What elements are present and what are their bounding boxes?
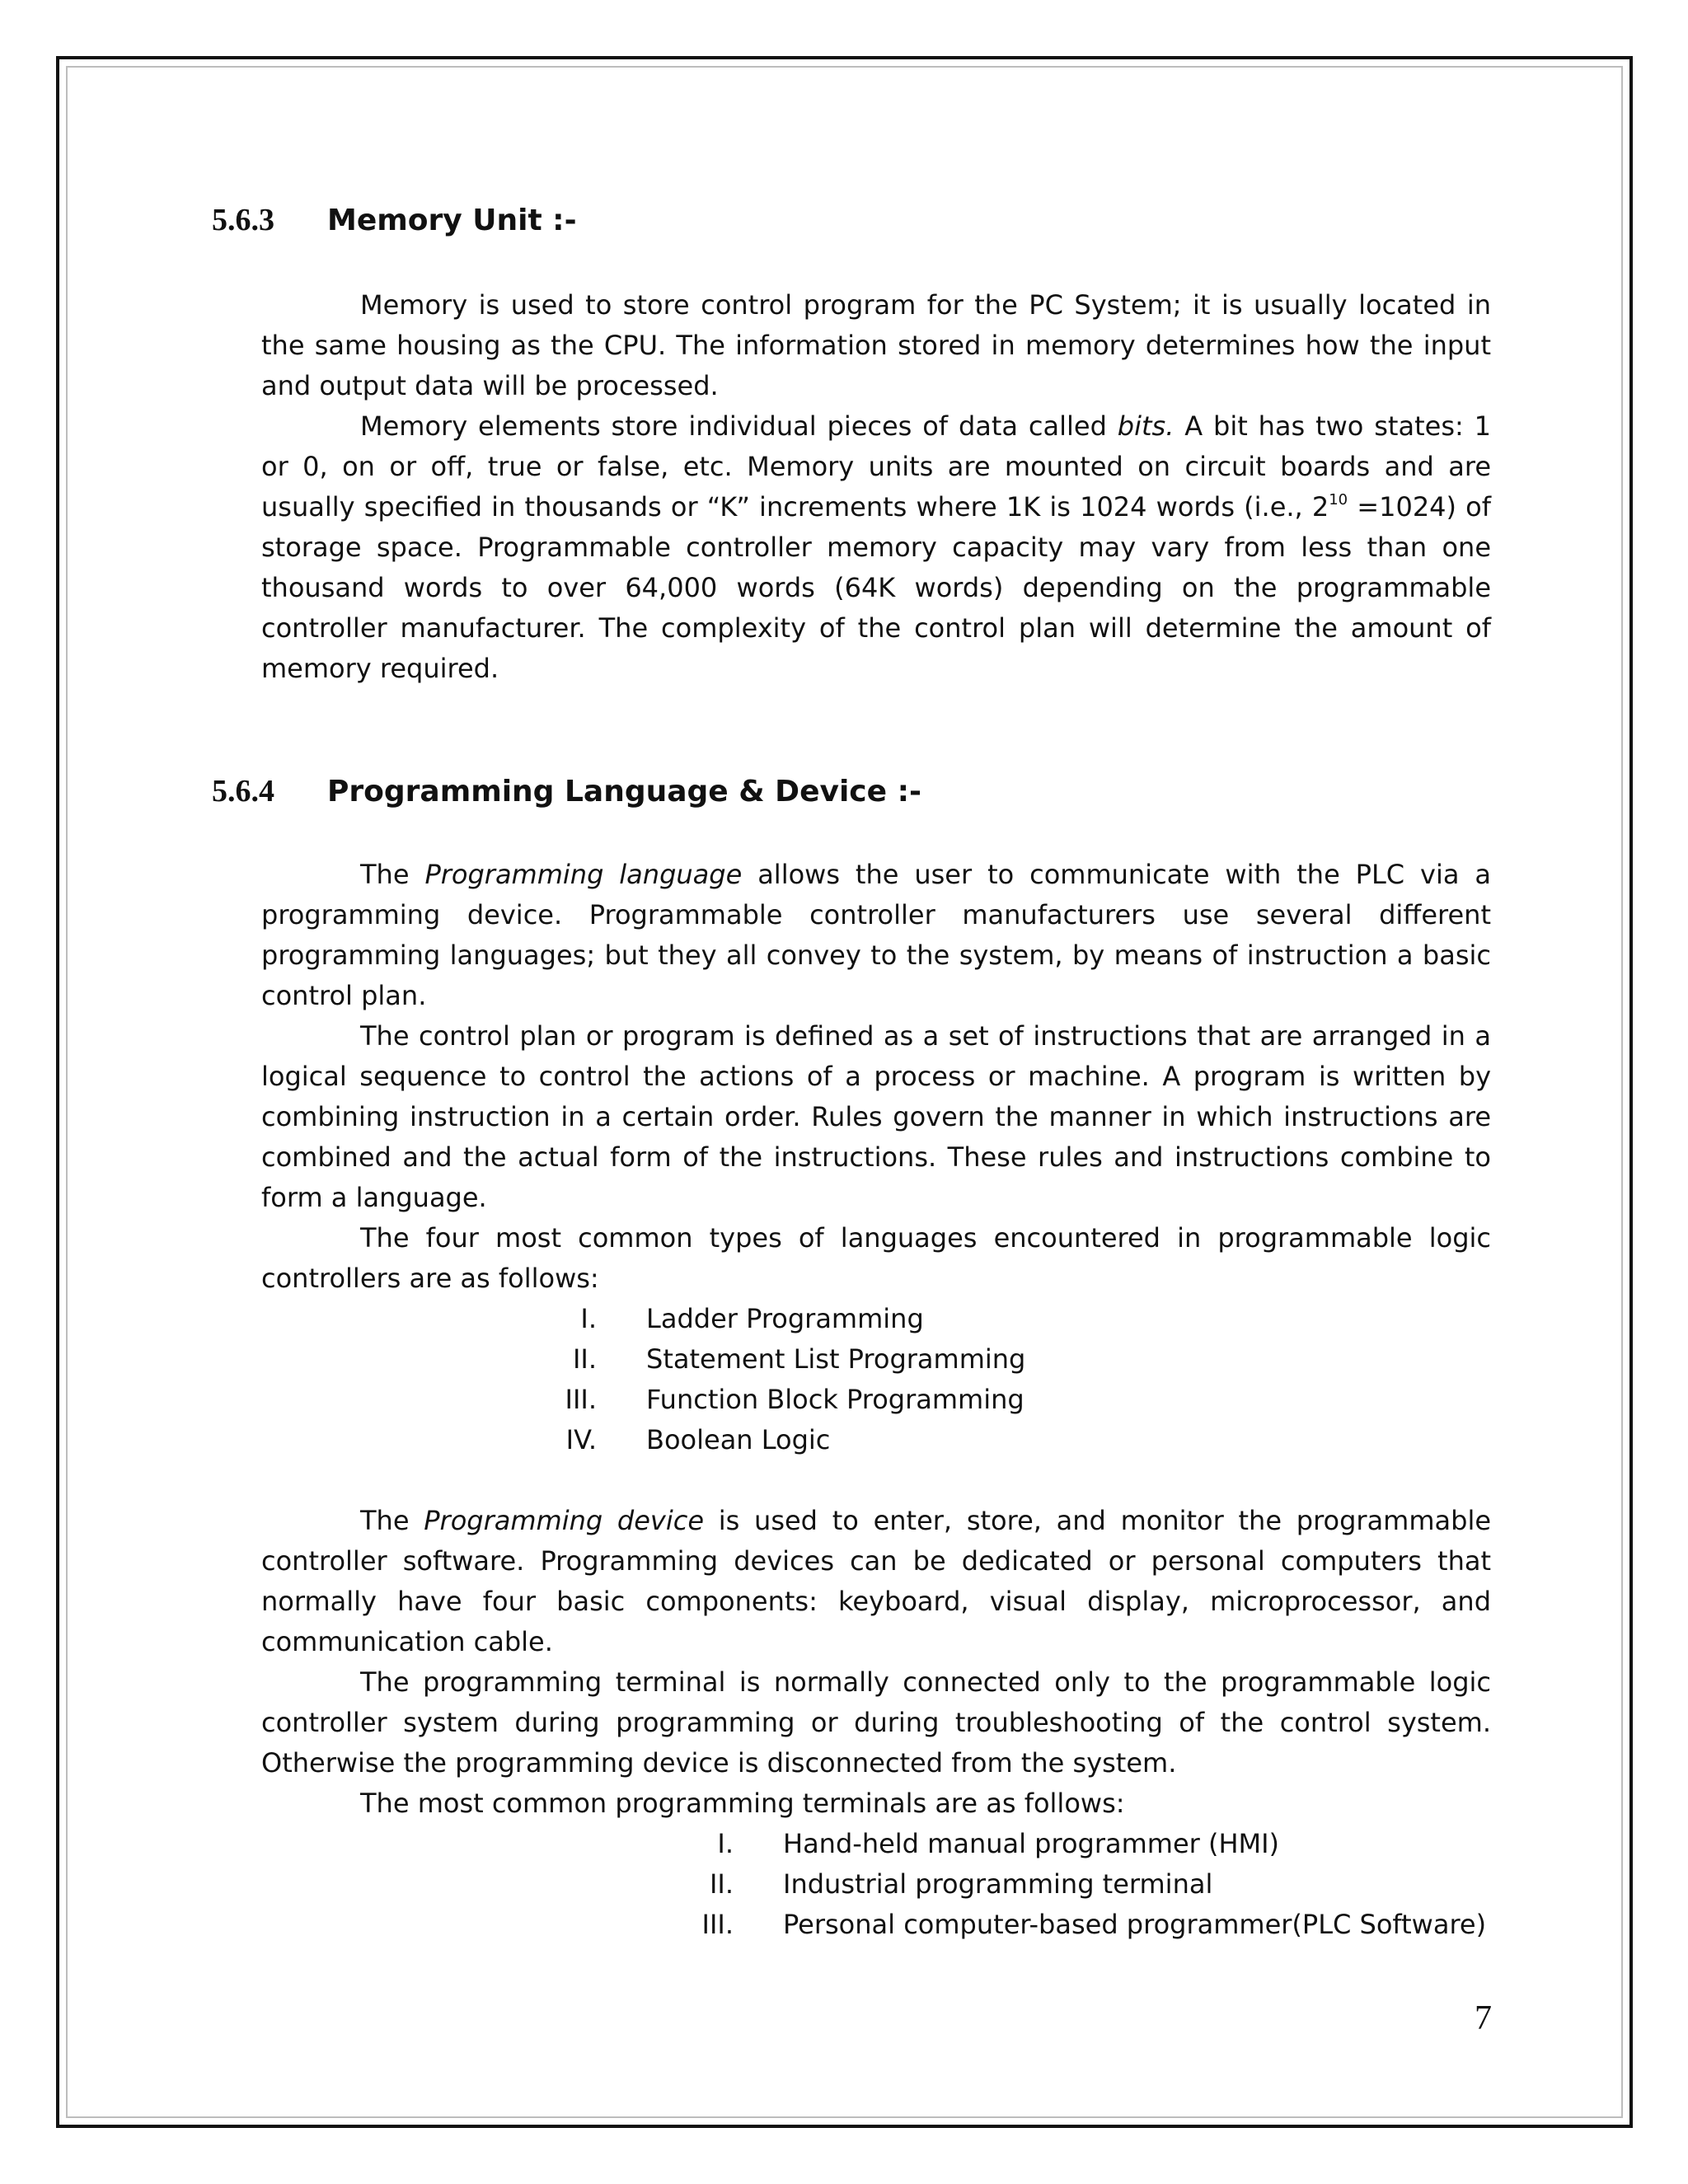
list-item-number: III. [701, 1909, 734, 1940]
terminals-list [676, 1824, 1492, 1945]
programming-paragraph-2: The control plan or program is defined as a set of instructions that are arranged in a logical sequence to control the actions of a process or machine. A program is written by combining instruction in a certain order. Rules govern the manner in which instructions are combined and the actual form of the instructions. These rules and instructions combine to form a language. [261, 1020, 1491, 1213]
list-item-number: I. [717, 1828, 734, 1859]
list-item-number: IV. [565, 1424, 597, 1455]
text-run: =1024) of storage space. Programmable controller memory capacity may vary from less than one thousand words to over 64,000 words (64K words) depending on the programmable controller manufacturer. The complexity of the control plan will determine the amount of memory required. [261, 491, 1492, 684]
list-item [528, 1339, 1025, 1380]
text-run: Memory elements store individual pieces of data called [360, 410, 1118, 442]
programming-paragraph-6: The most common programming terminals are as follows: [360, 1788, 1125, 1819]
emphasis-programming-language: Programming language [424, 859, 743, 890]
list-item [676, 1824, 1492, 1864]
text-run: A bit has two states: 1 or 0, on or off, true or false, etc. Memory units are mounted on circuit boards and are usually specified in thousands or “K” increments where 1K is 1024 words (i.e., 2 [261, 410, 1492, 523]
list-item-number: II. [709, 1868, 734, 1900]
text-run: The [360, 1505, 424, 1536]
emphasis-programming-device: Programming device [424, 1505, 705, 1536]
list-item-number: III. [565, 1384, 597, 1415]
page-number: 7 [1475, 1999, 1492, 2037]
list-item-label: Ladder Programming [646, 1303, 924, 1334]
superscript-exponent: 10 [1329, 491, 1348, 509]
section-heading-memory-unit [212, 195, 577, 245]
section-number: 5.6.4 [212, 774, 274, 808]
section-number: 5.6.3 [212, 203, 274, 237]
section-heading-programming [212, 766, 921, 816]
memory-paragraph-2 [261, 406, 1491, 689]
list-item [676, 1905, 1492, 1945]
list-item-number: I. [580, 1303, 597, 1334]
list-item [528, 1420, 1025, 1460]
list-item [528, 1380, 1025, 1420]
languages-list [528, 1299, 1025, 1460]
text-run: The [360, 859, 425, 890]
section-title: Memory Unit :- [327, 203, 577, 237]
programming-paragraph-3: The four most common types of languages encountered in programmable logic controllers are as follows: [261, 1222, 1491, 1294]
list-item-label: Industrial programming terminal [783, 1868, 1213, 1900]
emphasis-bits: bits. [1117, 410, 1175, 442]
list-item-label: Statement List Programming [646, 1343, 1026, 1375]
programming-paragraph-4 [261, 1501, 1491, 1662]
section-title: Programming Language & Device :- [327, 774, 921, 808]
list-item-label: Personal computer-based programmer(PLC Software) [783, 1909, 1487, 1940]
list-item [676, 1864, 1492, 1905]
list-item [528, 1299, 1025, 1339]
list-item-label: Boolean Logic [646, 1424, 831, 1455]
list-item-label: Hand-held manual programmer (HMI) [783, 1828, 1280, 1859]
programming-paragraph-1 [261, 855, 1491, 1016]
text-run: is used to enter, store, and monitor the programmable controller software. Programming devices can be dedicated or personal computers that normally have four basic components: keyboard, visual display, microprocessor, and communication cable. [261, 1505, 1492, 1657]
text-run: allows the user to communicate with the PLC via a programming device. Programmable controller manufacturers use several different programming languages; but they all convey to the system, by means of instruction a basic control plan. [261, 859, 1492, 1011]
list-item-number: II. [572, 1343, 597, 1375]
list-item-label: Function Block Programming [646, 1384, 1025, 1415]
memory-paragraph-1: Memory is used to store control program for the PC System; it is usually located in the same housing as the CPU. The information stored in memory determines how the input and output data will be processed. [261, 289, 1491, 401]
programming-paragraph-5: The programming terminal is normally connected only to the programmable logic controller system during programming or during troubleshooting of the control system. Otherwise the programming device is disconnected from the system. [261, 1666, 1491, 1779]
